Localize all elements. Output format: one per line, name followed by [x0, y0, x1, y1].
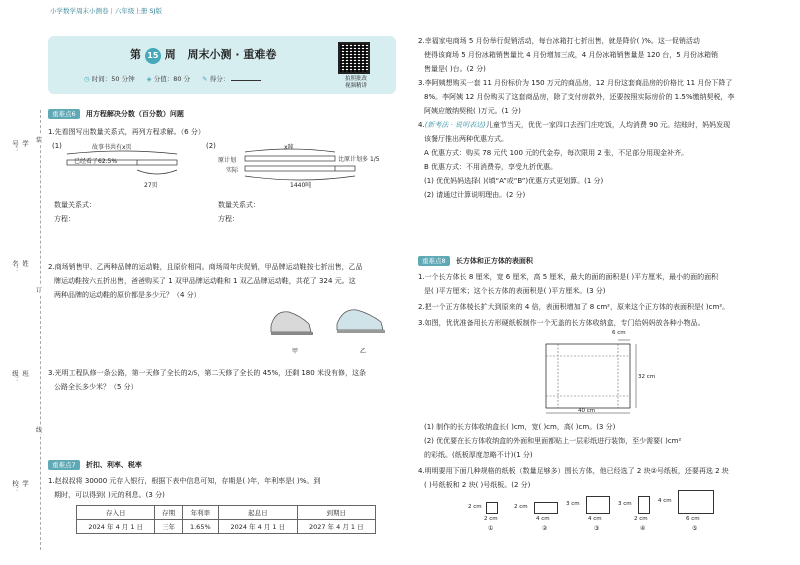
rel-1: 数量关系式：: [54, 201, 96, 209]
qr-code[interactable]: [338, 42, 370, 74]
d1-bottom: 27页: [144, 182, 158, 189]
d2-x: x吨: [284, 144, 294, 151]
r-q2b: 使得该商场 5 月份冰箱销售量比 4 月份增加三成，4 月份冰箱销售量是 120 台，5 月份冰箱销: [424, 51, 718, 59]
r-q4f: (2) 请通过计算说明理由。(2 分): [424, 191, 526, 199]
shoe-images: [265, 300, 395, 342]
shoe-b-label: 乙: [360, 348, 367, 355]
d2-label: (2): [206, 142, 216, 150]
score-icon: ◈: [146, 75, 152, 83]
s6-diagram2: [206, 142, 386, 192]
week-label: [130, 46, 276, 64]
s6-q2a: 2.商场销售甲、乙两种品牌的运动鞋，且原价相同。商场周年庆促销，甲品牌运动鞋按七折出售，乙品: [48, 263, 363, 271]
board-3-side: 3 cm: [566, 501, 580, 507]
week-suffix: 周: [164, 48, 176, 61]
rate-table: [76, 505, 376, 534]
board-2-shape: [534, 502, 558, 514]
board-1-bottom: 2 cm: [484, 516, 498, 522]
q3a-text: 3.光明工程队修一条公路，第一天修了全长的: [48, 369, 188, 377]
s8-q3-2a: (2) 优优要在长方体收纳盒的外面和里面都贴上一层彩纸进行装饰，至少需要( )cm²: [424, 437, 682, 445]
d2-actual: 实际: [226, 167, 239, 174]
section7-header: [48, 460, 142, 470]
r-q3c: 阿姨应缴纳契税( )万元。(1 分): [424, 107, 521, 115]
binding-line: [40, 110, 41, 550]
d1-read: 已经看了62.5%: [74, 158, 118, 165]
fold-2: 订: [36, 287, 43, 294]
r-q4d: B 优惠方式：不用消费券，享受九折优惠。: [424, 163, 558, 171]
r-q4e: (1) 优优妈妈选择( )(填“A”或“B”)优惠方式更划算。(1 分): [424, 177, 604, 185]
d2-bottom: 1440吨: [290, 182, 312, 189]
eq-1: 方程：: [54, 215, 75, 223]
board-3-bottom: 4 cm: [588, 516, 602, 522]
s6-q3a: [48, 368, 366, 379]
d2-frac: 1/5: [369, 156, 380, 163]
section6-title: 用方程解决分数（百分数）问题: [85, 110, 184, 118]
td-start: 2024 年 4 月 1 日: [219, 520, 297, 534]
board-2-bottom: 4 cm: [536, 516, 550, 522]
box-net-diagram: [540, 338, 650, 418]
board-5-bottom: 6 cm: [686, 516, 700, 522]
board-5-num: ⑤: [692, 525, 698, 532]
th-start: 起息日: [219, 506, 297, 520]
section8-header: [418, 256, 533, 266]
board-1-shape: [486, 502, 498, 514]
rel-2: 数量关系式：: [218, 201, 260, 209]
margin-school: 学校：: [11, 480, 29, 493]
r-q4a: [418, 120, 730, 131]
got-blank[interactable]: [231, 80, 261, 81]
td-rate: 1.65%: [182, 520, 219, 534]
board-5-shape: [678, 490, 714, 514]
meta-row: [84, 74, 261, 83]
rate-table-head: [77, 506, 376, 520]
s6-diagram1: [52, 142, 182, 192]
section6-header: [48, 109, 184, 119]
s8-q3-2b: 的彩纸。(纸板厚度忽略不计)(1 分): [424, 451, 533, 459]
week-prefix: 第: [130, 48, 141, 61]
d2-more-text: 比原计划多: [338, 156, 369, 163]
section7-title: 折扣、利率、税率: [85, 461, 142, 469]
s8-q2: 2.把一个正方体棱长扩大到原来的 4 倍，表面积增加了 8 cm²，原来这个正方体的表面积是( )cm²。: [418, 303, 730, 311]
shoe-a-label: 甲: [292, 348, 299, 355]
board-4-side: 3 cm: [618, 501, 632, 507]
board-4-bottom: 2 cm: [634, 516, 648, 522]
s7-q1a: 1.赵叔叔将 30000 元存入银行，根据下表中信息可知，存期是( )年，年利率是( )%。到: [48, 477, 321, 485]
section8-title: 长方体和正方体的表面积: [455, 257, 533, 265]
shoe-b-icon: [337, 310, 385, 333]
net-h: 32 cm: [638, 374, 656, 380]
r-q3a: 3.李阿姨想购买一套 11 月份标价为 150 万元的商品房，12 月份这套商品房的价格比 11 月份下降了: [418, 79, 733, 87]
title-box: [48, 36, 396, 94]
net-c: 6 cm: [612, 330, 626, 336]
header-grade-text: 六年级上册 SJ版: [114, 7, 162, 15]
got-text: 得分：: [209, 75, 230, 83]
s7-q1b: 期时，可以得到( )元的利息。(3 分): [54, 491, 165, 499]
time-text: 时间：50 分钟: [91, 75, 135, 83]
boards-row: [468, 494, 728, 544]
d2-plan: 原计划: [218, 157, 237, 164]
table-row: [77, 520, 376, 534]
board-2-side: 2 cm: [514, 504, 528, 510]
s8-q1b: 是( )平方厘米；这个长方体的表面积是( )平方厘米。(3 分): [424, 287, 606, 295]
fold-1: 装: [36, 137, 43, 144]
section7-tag: 重难点7: [48, 460, 80, 470]
score-text: 分值：80 分: [153, 75, 191, 83]
r-q2c: 售量是( )台。(2 分): [424, 65, 486, 73]
r-q4c: A 优惠方式：购买 78 元代 100 元的代金券，每次限用 2 张，不足部分用现金补齐。: [424, 149, 689, 157]
q4a-text: 儿童节当天，优优一家四口去西门庄吃饭，人均消费 90 元。结账时，妈妈发现: [485, 121, 731, 129]
pencil-icon: ✎: [202, 75, 208, 83]
s8-q4b: ( )号纸板和 2 块( )号纸板。(2 分): [424, 481, 531, 489]
board-2-num: ②: [542, 525, 548, 532]
board-1-num: ①: [488, 525, 494, 532]
th-end: 到期日: [297, 506, 375, 520]
d2-more: [338, 154, 380, 163]
margin-class: 班级：: [11, 370, 29, 383]
board-5-side: 4 cm: [658, 498, 672, 504]
section6-tag: 重难点6: [48, 109, 80, 119]
clock-icon: ◷: [84, 75, 90, 83]
qr-caption: 拍照批改 视频精讲: [344, 76, 367, 89]
s6-q3c: 公路全长多少米？（5 分）: [54, 383, 138, 391]
section8-tag: 重难点8: [418, 256, 450, 266]
page-title: 周末小测 · 重难卷: [187, 48, 277, 61]
eq-2: 方程：: [218, 215, 239, 223]
s8-q3: 3.如图，优优准备用长方形硬纸板制作一个无盖的长方体收纳盒，专门给妈妈放各种小物品。: [418, 319, 705, 327]
r-q2a: 2.幸福家电商场 5 月份举行促销活动，每台冰箱打七折出售，就是降价( )%。这一促销活动: [418, 37, 700, 45]
th-term: 存期: [155, 506, 182, 520]
shoe-a-icon: [271, 312, 313, 335]
s6-q2b: 牌运动鞋按六五折出售，爸爸购买了 1 双甲品牌运动鞋和 1 双乙品牌运动鞋，共花了 324 元。这: [54, 277, 356, 285]
net-w: 40 cm: [578, 408, 596, 414]
r-q4b: 该餐厅推出两种优惠方式。: [424, 135, 508, 143]
s8-q3-1: (1) 制作的长方体收纳盒长( )cm，宽( )cm，高( )cm。(3 分): [424, 423, 616, 431]
d1-top: 故事书共有x页: [92, 144, 132, 151]
th-deposit: 存入日: [77, 506, 155, 520]
s6-q1: 1.先看图写出数量关系式，再列方程求解。（6 分）: [48, 128, 205, 136]
board-3-shape: [586, 496, 610, 514]
header-series-text: 小学数学周末小测卷: [50, 7, 109, 15]
board-1-side: 2 cm: [468, 504, 482, 510]
th-rate: 年利率: [182, 506, 219, 520]
td-term: 三年: [155, 520, 182, 534]
board-4-shape: [638, 496, 650, 514]
q3b-text: ，第二天修了全长的 45%，还剩 180 米没有修，这条: [197, 369, 366, 377]
margin-id: 学号：: [11, 140, 29, 153]
s8-q4a: 4.明明要用下面几种规格的纸板（数量足够多）围长方体，他已经选了 2 块②号纸板，还要再选 2 块: [418, 467, 729, 475]
q4-tag: (新考法 · 说明表达): [424, 121, 486, 129]
r-q3b: 8%。李阿姨 12 月份购买了这套商品房，除了支付房款外，还要按照实际房价的 1.5%缴纳契税，李: [424, 93, 735, 101]
board-3-num: ③: [594, 525, 600, 532]
header-series: 小学数学周末小测卷 | 六年级上册 SJ版: [50, 7, 162, 15]
td-deposit: 2024 年 4 月 1 日: [77, 520, 155, 534]
margin-name: 姓名：: [11, 260, 29, 273]
week-number: 15: [145, 48, 161, 64]
fold-3: 线: [36, 427, 43, 434]
s6-q2c: 两种品牌的运动鞋的原价都是多少元？（4 分）: [54, 291, 201, 299]
td-end: 2027 年 4 月 1 日: [297, 520, 375, 534]
d1-label: (1): [52, 142, 62, 150]
s8-q1a: 1.一个长方体长 8 厘米，宽 6 厘米，高 5 厘米，最大的面的面积是( )平方厘米，最小的面的面积: [418, 273, 719, 281]
board-4-num: ④: [640, 525, 646, 532]
q3-frac: 2/5: [187, 370, 198, 377]
q4-number: 4.: [418, 121, 425, 129]
